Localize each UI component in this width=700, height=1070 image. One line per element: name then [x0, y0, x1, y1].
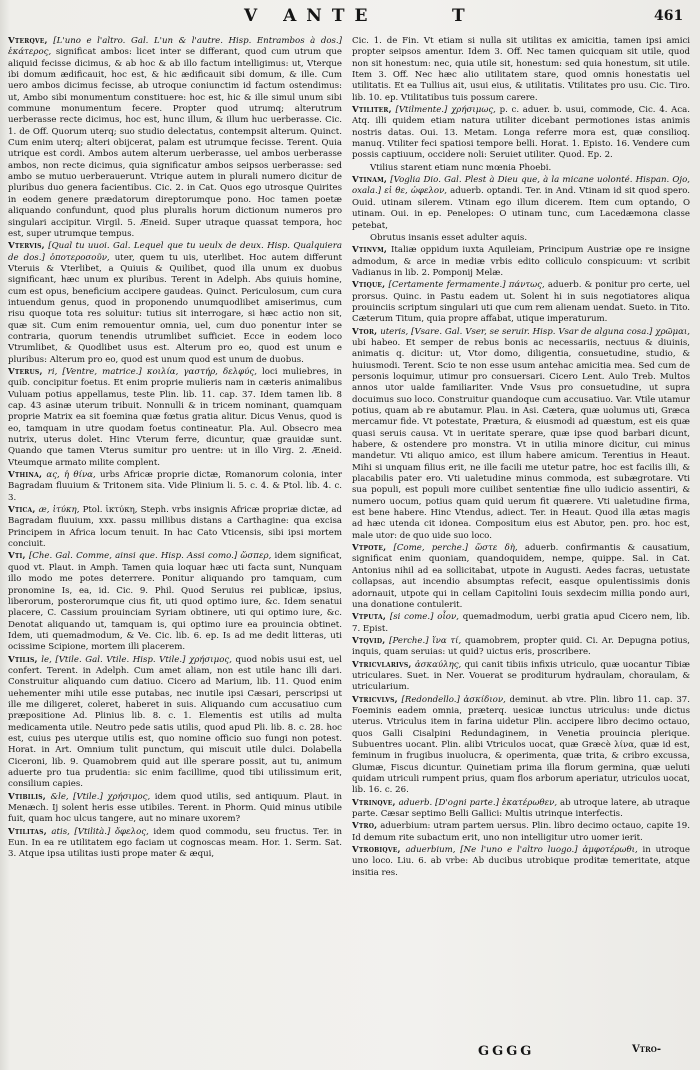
dictionary-entry	[8, 505, 342, 550]
dictionary-entry	[8, 551, 342, 653]
greek-equivalent: ἀσκίδιον,	[463, 694, 506, 705]
dictionary-entry	[352, 175, 690, 232]
headword: Vtqvid,	[352, 635, 386, 646]
definition-text: qui canit tibiis infixis utriculo, quæ uocantur Tibiæ utriculares. Suet. in Ner. Vouerat se proditurum hydraulam, choraulam, & utricularium.	[352, 659, 690, 693]
headword: Vterus,	[8, 366, 43, 377]
definition-text: idem quod commodu, seu fructus. Ter. in Eun. In ea re utilitatem ego faciam ut cognoscas meam. Hor. 1. Serm. Sat. 3. Atque ipsa utilitas iusti prope mater & æqui,	[8, 826, 342, 860]
definition-text: aduerb. & ponitur pro certe, uel prorsus. Quinc. in Pastu eadem ut. Solent hi in suis negotiatores aliqua prouinciis scriptum singulari uti que cum rem alienam uendat. Sueto. in Tito. Cæterum Titum, quia propre affabat, utique imperaturum.	[352, 280, 690, 325]
greek-equivalent: χρῶμαι,	[655, 326, 690, 337]
dictionary-entry	[352, 280, 690, 325]
dictionary-entry	[352, 845, 690, 879]
definition-text: ab utroque latere, ab utraque parte. Cæsar septimo Belli Gallici: Multis utrinque interfectis.	[352, 797, 690, 820]
dictionary-entry	[352, 660, 690, 694]
greek-equivalent: ὁποτεροσοῦν,	[49, 252, 110, 263]
dictionary-entry	[352, 327, 690, 543]
dictionary-entry	[352, 821, 690, 844]
greek-equivalent: ἀμφοτέρωθι,	[582, 845, 638, 856]
greek-equivalent: ὥσπερ,	[240, 551, 272, 562]
headword: Vtputa,	[352, 612, 387, 623]
headword: Vtinam,	[352, 175, 388, 186]
dictionary-entry	[352, 543, 690, 611]
vernacular-equivalents: le, [Vtile. Gal. Vtile. Hisp. Vtile.]	[41, 654, 186, 665]
greek-equivalent: χρήσιμος,	[107, 791, 151, 802]
definition-text: Italiæ oppidum iuxta Aquileiam, Principum Austriæ ope re insigne admodum, & arce in mediæ vrbis edito colliculo conspicuum: vt scribit Vadianus in lib. 2. Pomponij Melæ.	[352, 245, 690, 278]
vernacular-equivalents: ri, [Ventre, matrice.]	[47, 366, 142, 377]
dictionary-entry	[352, 245, 690, 279]
headword: Vtique,	[352, 280, 386, 291]
greek-equivalent: εἰ θε, ὠφελον,	[384, 186, 448, 197]
definition-text: Ptol. ἰκτύκη, Steph. vrbs insignis Africæ propriæ dictæ, ad Bagradam fluuium, xxx. passu millibus distans a Carthagine: qua excisa Principem in Africa locum tenuit. In hac Cato Vticensis, sibi ipsi mortem conciuit.	[8, 505, 342, 550]
dictionary-entry	[352, 636, 690, 659]
definition-text: aduerbium: utram partem uersus. Plin. libro decimo octauo, capite 19. Id demum rite subactum erit, uno non intelligitur utro uomer ierit.	[352, 821, 690, 843]
dictionary-entry	[8, 470, 342, 504]
dictionary-entry	[8, 36, 342, 240]
headword: Vtinvm,	[352, 245, 388, 256]
headword: Vtrobiqve,	[352, 845, 401, 856]
verse-line	[352, 233, 690, 244]
catchword: Vtro-	[632, 1044, 662, 1055]
signature-mark: GGGG	[478, 1044, 535, 1059]
definition-text: Cic. 1. de Fin. Vt etiam si nulla sit utilitas ex amicitia, tamen ipsi amici propter seipsos amentur. Idem 3. Off. Nec tamen quicquam sit utile, quod non sit honestum: nec, quia utile sit, honestum: sed quia honestum, sit utile. Item 3. Off. Nec hæc alio utilitatem stare, quod omnis honestatis uel utilitatis. Et ea Tullius ait, usui eius, & utilitatis. Vtilitates pro usu. Cic. Tiro. lib. 10. ep. Vtilitatibus tuis possum carere.	[352, 36, 690, 103]
dictionary-entry	[352, 36, 690, 104]
vernacular-equivalents: [Voglia Dio. Gal. Plest à Dieu que, à la micane uolonté. Hispan. Ojo, oxala.]	[352, 175, 690, 197]
page-footer	[0, 1044, 700, 1064]
definition-text: idem quod utilis, sed antiquum. Plaut. in Menæch. Ij solent heris esse utibiles. Terent. in Phorm. Quid minus utibile fuit, quam hoc ulcus tangere, aut no minare uxorem?	[8, 791, 342, 825]
dictionary-entry	[8, 792, 342, 826]
verse-text: Vtilius starent etiam nunc mœnia Phoebi.	[370, 162, 552, 173]
headword: Vtica,	[8, 505, 36, 516]
greek-equivalent: ἑκατέρωθεν,	[501, 797, 558, 808]
definition-text: uter, quem tu uis, uterlibet. Hoc autem differunt Vteruis & Vterlibet, a Quiuis & Quilibet, quod illa unum ex duobus significant, hæc unum ex pluribus. Terent in Adelph. Abs quiuis homine, cum est opus, beneficium accipere gaudeas. Quinct. Periculosum, cum cura intuendum genus, quod in proponendo unumquodlibet amiserimus, cum risu quoque tota res soluitur: tutius sit interrogare, si hæc actio non sit, quæ sit. Cum enim remouentur omnia, uel, cum duo ponentur inter se contraria, quorum tenendis utrumlibet sufficiet. Ecce in eodem loco Vtrumlibet, & Quodlibet usus est. Alterum pro eo, quod est unum e pluribus: Alterum pro eo, quod est unum quod est unum de duobus.	[8, 252, 342, 365]
vernacular-equivalents: [si come.]	[389, 612, 434, 623]
vernacular-equivalents: &le, [Vtile.]	[50, 791, 103, 802]
headword: Vti,	[8, 551, 26, 562]
headword: Vtricvlvs,	[352, 694, 398, 705]
headword: Vthina,	[8, 470, 43, 481]
definition-text: aduerb. optandi. Ter. in And. Vtinam id sit quod spero. Ouid. utinam silerem. Vtinam ego illum dicerem. Item cum optando, O utinam. Oui. in ep. Penelopes: O utinam tunc, cum Lacedæmona classe petebat,	[352, 186, 690, 231]
verse-line	[352, 163, 690, 174]
vernacular-equivalents: [Che. Gal. Comme, ainsi que. Hisp. Assi como.]	[28, 551, 238, 562]
headword: Vtervis,	[8, 241, 45, 252]
vernacular-equivalents: [Redondello.]	[401, 694, 460, 705]
headword: Vtpote,	[352, 543, 387, 554]
greek-equivalent: κοιλία, γαστήρ, δελφύς,	[146, 366, 257, 377]
definition-text: quemadmodum, uerbi gratia apud Cicero nem, lib. 7. Epist.	[352, 612, 690, 634]
vernacular-equivalents: [Certamente fermamente.]	[388, 280, 506, 291]
running-header	[0, 6, 700, 32]
definition-text: quod nobis usui est, uel confert. Terent. in Adelph. Cum amet aliam, non est utile hanc illi dari. Construitur aliquando cum datiuo. Cicero ad Marium, lib. 11. Quod enim uehementer mihi utile esse putabas, nec inutile ipsi Cæsari, perscripsi ut ille me diligeret, coleret, haberet in suis. Aliquando cum accusatiuo cum præpositione Ad. Plinius lib. 8. c. 1. Elementis est utilis ad multa medicamenta utile. Neutro pede satis utilis, quod apud Pli. lib. 8. c. 28. hoc est, cuius pes uterque utilis est, quo nomine officio suo fungi non potest. Horat. in Art. Omnium tulit punctum, qui miscuit utile dulci. Dolabella Ciceroni, lib. 9. Quamobrem quid aut ille sperare possit, aut tu, animum aduerte pro tua prudentia: sic enim facillime, quod tibi utilissimum erit, consilium capies.	[8, 654, 342, 790]
vernacular-equivalents: [L'uno e l'altro. Gal. L'un & l'autre. Hisp. Entrambos à dos.]	[53, 36, 342, 46]
vernacular-equivalents: [Perche.]	[389, 635, 429, 646]
greek-equivalent: οἷον,	[437, 612, 459, 623]
running-title: V ANTE	[244, 6, 378, 26]
vernacular-equivalents: atis, [Vtilità.]	[51, 826, 111, 837]
dictionary-entry	[8, 367, 342, 469]
dictionary-entry	[8, 241, 342, 366]
headword: Vtilis,	[8, 654, 38, 665]
greek-equivalent: ας, ἡ θίνα,	[46, 470, 96, 481]
headword: Vtrinqve,	[352, 797, 396, 808]
left-column	[8, 36, 342, 1046]
definition-text: quamobrem, propter quid. Ci. Ar. Depugna potius, inquis, quam seruias: ut quid? uictus eris, proscribere.	[352, 635, 690, 658]
verse-text: Obrutus insanis esset adulter aquis.	[370, 232, 528, 243]
definition-text: deminut. ab vtre. Plin. libro 11. cap. 37. Foeminis eadem omnia, præterq. uesicæ iunctus utriculus: unde dictus uterus. Vtriculus item in farina uidetur Plin. accipere libro decimo octauo, quos Galli Cisalpini Redundaginem, in Venetia prouincia plerique. Subuentres uocant. Plin. alibi Vtriculos uocat, quæ Græcè λίνα, quæ id est, feminum in frugibus inuolucra, & operimenta, quæ trita, & cribro excussa, Glumæ, Fiscus dicuntur. Quinetiam prima illa florum germina, quæ ueluti quidam utriculi rumpent prius, quam flos arborum aperiatur, utriculos uocat, lib. 16. c. 26.	[352, 694, 690, 796]
definition-text: idem significat, quod vt. Plaut. in Amph. Tamen quia loquar hæc uti facta sunt, Nunquam illo modo me potes deterrere. Ponitur aliquando pro tamquam, cum pronomine Is, ea, id. Cic. 9. Phil. Quod Seruius rei publicæ, ipsius, liberorum, posterorumque cius fit, uti quod optimo iure, &c. Idem senatui placere, C. Cassium prouinciam Syriam obtinere, uti qui optimo iure, &c. Denotat aliquando ut, tamquam is, qui optimo iure ea prouincia obtinet. Idem, uti quemadmodum, & Ve. Cic. lib. 6. ep. Is ad me dedit litteras, uti ocissime Scipione, mortem illi placerem.	[8, 551, 342, 653]
dictionary-entry	[8, 655, 342, 791]
definition-text: loci muliebres, in quib. concipitur foetus. Et enim proprie mulieris nam in cæteris animalibus Vuluam potius appellamus, teste Plin. lib. 11. cap. 37. Idem tamen lib. 8 cap. 43 asinæ uterum tribuit. Nonnulli & in tricem nominant, quamquam proprie Matrix ea sit foemina quæ fœtus gratia alitur. Dicus Venus, quod is eo, tamquam in utre quodam foetus contineatur. Pla. Aul. Obsecro mea nutrix, uterus dolet. Hinc Vterum ferre, dicuntur, quæ grauidæ sunt. Quando que tamen Vterus sumitur pro uentre: ut in illo Virg. 2. Æneid. Vteumque armato milite complent.	[8, 366, 342, 468]
greek-equivalent: πάντως,	[508, 280, 545, 291]
definition-text: p. c. aduer. b. usui, commode, Cic. 4. Aca. Atq. illi quidem etiam natura utiliter dicebant permotiones istas animis nostris datas. Oui. 13. Metam. Longa referre mora est, quæ consilioq. manuq. Vtiliter feci spatiosi tempore belli. Horat. 1. Episto. 16. Vendere cum possis captiuum, occidere noli: Seruiet utiliter. Quod. Ep. 2.	[352, 105, 690, 161]
greek-equivalent: æ, ἰτύκη,	[38, 505, 80, 516]
vernacular-equivalents: [Come, perche.]	[393, 543, 468, 554]
greek-equivalent: ἀσκαύλης,	[414, 659, 462, 670]
headword: Vtricvlarivs,	[352, 659, 412, 670]
greek-equivalent: χρήσιμος,	[189, 654, 232, 665]
definition-text: ubi habeo. Et semper de rebus bonis ac necessariis, nectuus & diuinis, animatis q. dicitur: ut, Vtor domo, diligentia, consuetudine, studio, & huiusmodi. Terent. Scio te non esse usum antehac amicitia mea. Sed cum de personis loquimur, utimur pro consuersari. Cicero Lent. Aulo Treb. Multos annos utor ualde familiariter. Vnde Vsus pro consuetudine, ut supra docuimus suo loco. Construitur quandoque cum accusatiuo. Var. Vtile utamur potius, quam ab re abutamur. Plau. in Asi. Cætera, quæ uolumus uti, Græca mercamur fide. Vt potestate, Prætura, & eiusmodi ad quæstum, est eis quæ quasi seruis causa. Vt in ueritate sperare, quæ ipse quod barbari dicunt, habere, & ostendere pro monstra. Vt in utilia minore dicitur, cui minus mandetur. Vti aliquo amico, est illum habere amicum. Terentius in Heaut. Mihi si unquam filius erit, ne ille facili me utetur patre, hoc est facilis illi, & placabilis pater ero. Vti ualetudine minus commoda, est subægrotare. Vti sua populi, est populi more cuilibet sententiæ fine ullo iudicio assentiri, & numero uocum, potius quam quid uerum fit quærere. Vti ualetudine firma, est bene habere. Hinc Vtendus, adiect. Ter. in Heaut. Quod illa ætas magis ad hæc utenda cit idonea. Compositum eius est Abutor, pen. pro. hoc est, male utor: de quo uide suo loco.	[352, 337, 690, 541]
dictionary-entry	[8, 827, 342, 861]
vernacular-equivalents: [Vtilmente.]	[395, 105, 448, 116]
definition-text: urbs Africæ proprie dictæ, Romanorum colonia, inter Bagradam fluuium & Tritonem sita. Vide Plinium li. 5. c. 4. & Ptol. lib. 4. c. 3.	[8, 470, 342, 503]
dictionary-entry	[352, 612, 690, 635]
greek-equivalent: ἑκάτερος,	[8, 47, 52, 58]
dictionary-entry	[352, 105, 690, 162]
headword: Vtibilis,	[8, 791, 46, 802]
greek-equivalent: ἵνα τί,	[432, 635, 462, 646]
definition-text: in utroque uno loco. Liu. 6. ab vrbe: Ab ducibus utrobique proditæ temeritate, atque insitia res.	[352, 845, 690, 878]
headword: Vterqve,	[8, 36, 48, 46]
headword: Vtilitas,	[8, 826, 47, 837]
greek-equivalent: ὥστε δὴ,	[475, 543, 518, 554]
dictionary-entry	[352, 695, 690, 797]
running-title-letter: T	[452, 6, 469, 26]
headword: Vtor,	[352, 326, 378, 337]
right-column	[352, 36, 690, 1046]
page-number: 461	[654, 8, 684, 24]
dictionary-entry	[352, 798, 690, 821]
vernacular-equivalents: aduerb. [D'ogni parte.]	[398, 797, 499, 808]
greek-equivalent: χρήσιμως,	[451, 105, 496, 116]
headword: Vtro,	[352, 821, 378, 832]
vernacular-equivalents: aduerbium, [Ne l'uno e l'altro luogo.]	[405, 845, 578, 856]
vernacular-equivalents: [Qual tu uuoi. Gal. Lequel que tu ueulx de deux. Hisp. Qualquiera de dos.]	[8, 241, 342, 263]
greek-equivalent: ὄφελος,	[114, 826, 149, 837]
vernacular-equivalents: uteris, [Vsare. Gal. Vser, se seruir. Hisp. Vsar de alguna cosa.]	[380, 326, 653, 337]
definition-text: significat ambos: licet inter se differant, quod cum utrum que aliquid fecisse dicimus, & ab hoc & ab illo factum intelligimus: ut, Vterque ibi domum ædificauit, hoc est, & hic ædificauit sibi domum, & ille. Cum uero ambos dicimus fecisse, ab utroque coniunctim id factum ostendimus: ut, Ambo sibi monumentum constituere: hoc est, hic & ille simul unum sibi commune monumentum fecere. Propter quod utrumq; alterutrum uerberasse recte dicimus, hoc est, hunc illum, & illum huc uerberasse. Cic. 1. de Off. Quorum uterq; suo studio delectatus, contempsit alterum. Quinct. Cum enim uterq; alteri obijcerat, palam est utrumque fecisse. Terent. Quia utrique est cordi. Ambos autem alterum uerberasse, uel ambos uerberasse ambos, non recte dicimus, quia significatur ambos seipsos uerberasse: sed ambo se mutuo uerberauerunt. Vtrique autem in plurali numero dicitur de pluribus duo genera facientibus. Cic. 2. in Cat. Quos ego utrosque Quirites in eodem genere prædatorum direptorumque pono. Hoc tamen poetæ aliquando confundunt, quod plus pluralis horum dictionum numeros pro singulari accipitur. Virgil. 5. Æneid. Super utraque quassat tempora, hoc est, super utrumque tempus.	[8, 47, 342, 239]
definition-text: aduerb. confirmantis & causatium, significat enim quoniam, quandoquidem, nempe, quippe. Sal. in Cat. Antonius nihil ad ea sollicitabat, utpote in Augusti. Aedes facras, uetustate collapsas, aut incendio absumptas refecit, easque opulentissimis donis adornauit, utpote qui in cellam Capitolini Iouis sexdecim millia pondo auri, una donatione contulerit.	[352, 543, 690, 610]
headword: Vtiliter,	[352, 105, 392, 116]
